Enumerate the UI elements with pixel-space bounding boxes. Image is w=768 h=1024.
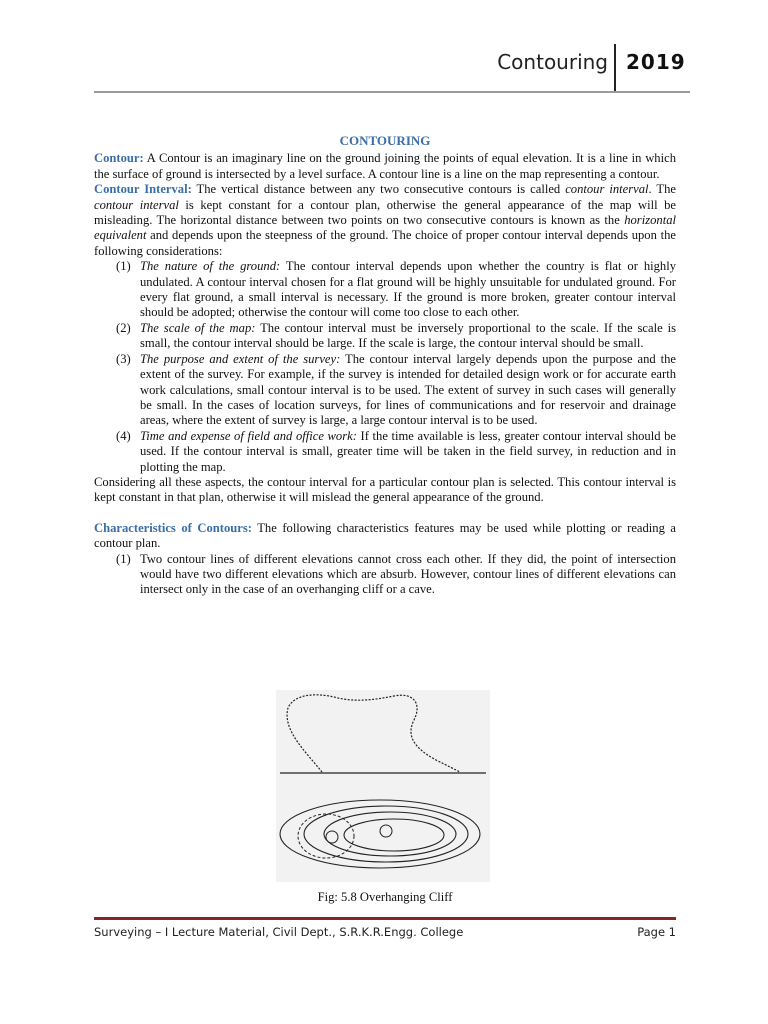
figure-caption: Fig: 5.8 Overhanging Cliff <box>317 890 453 904</box>
interval-text: The vertical distance between any two consecutive contours is called <box>191 182 566 197</box>
footer-text: Surveying – I Lecture Material, Civil Dept., S.R.K.R.Engg. College <box>94 925 464 939</box>
list-item <box>116 321 676 352</box>
list-item-text: The contour interval must be inversely proportional to the scale. If the scale is small, the contour interval should be large. If the scale is large, the contour interval should be small. <box>140 320 676 351</box>
interval-italic: contour interval <box>565 182 649 197</box>
list-item-text: Two contour lines of different elevations cannot cross each other. If they did, the point of intersection would have two different elevations which are absurb. However, contour lines of different elevations can intersect only in the case of an overhanging cliff or a cave. <box>140 551 676 597</box>
paragraph-gap <box>94 506 676 521</box>
list-number: (4) <box>116 428 131 443</box>
page-header <box>94 40 690 92</box>
list-number: (3) <box>116 351 131 366</box>
contour-text: A Contour is an imaginary line on the ground joining the points of equal elevation. It is a line in which the surface of ground is intersected by a level surface. A contour line is a line on the map representing a contour. <box>94 151 676 181</box>
interval-text: and depends upon the steepness of the ground. The choice of proper contour interval depends upon the following considerations: <box>94 228 676 258</box>
list-number: (1) <box>116 551 131 566</box>
interval-term: Contour Interval: <box>94 182 192 197</box>
list-item-text: The contour interval largely depends upon the purpose and the extent of the survey. For example, if the survey is intended for detailed design work or for accurate earth work calculations, small contour interval is to be used. The extent of survey in such cases will generally be small. In the cases of location surveys, for lines of communications and for reservoir and drainage areas, where the extent of survey is large, a large contour interval is to be used. <box>140 351 677 428</box>
characteristics-term: Characteristics of Contours: <box>94 520 252 535</box>
footer-rule <box>94 917 676 920</box>
conclusion-paragraph: Considering all these aspects, the contour interval for a particular contour plan is selected. This contour interval is kept constant in that plan, otherwise it will mislead the general appearance of the ground. <box>94 474 676 505</box>
document-body <box>94 133 676 598</box>
overhanging-cliff-figure <box>276 690 490 882</box>
list-item-text: If the time available is less, greater contour interval should be used. If the contour interval is small, greater time will be taken in the field survey, in reduction and in plotting the map. <box>140 428 677 474</box>
list-item <box>116 259 676 321</box>
interval-definition <box>94 182 676 259</box>
characteristics-text: The following characteristics features may be used while plotting or reading a contour plan. <box>94 520 676 551</box>
header-title: Contouring <box>497 50 608 74</box>
characteristics-list <box>94 552 676 598</box>
header-divider <box>614 44 616 92</box>
contour-definition <box>94 151 676 182</box>
cliff-diagram <box>276 690 490 882</box>
header-year: 2019 <box>626 50 686 74</box>
considerations-list <box>94 259 676 475</box>
interval-italic: horizontal equivalent <box>94 213 676 243</box>
header-rule <box>94 91 690 93</box>
list-item <box>116 352 676 429</box>
interval-text: is kept constant for a contour plan, otherwise the general appearance of the map will be misleading. The horizontal distance between two points on two consecutive contours is known as the <box>94 197 676 228</box>
interval-italic: contour interval <box>94 197 179 212</box>
list-item-title: The scale of the map: <box>140 320 256 335</box>
interval-text: . The <box>648 182 676 197</box>
list-number: (1) <box>116 259 131 274</box>
list-number: (2) <box>116 320 131 335</box>
list-item <box>116 429 676 475</box>
page-heading: CONTOURING <box>339 133 431 148</box>
list-item-title: The purpose and extent of the survey: <box>140 351 341 366</box>
characteristics-intro <box>94 521 676 552</box>
list-item-text: The contour interval depends upon whether the country is flat or highly undulated. A contour interval chosen for a flat ground will be highly unsuitable for undulated ground. For every flat ground, a small interval is necessary. If the ground is more broken, greater contour interval should be adopted; otherwise the contour will come too close to each other. <box>140 259 676 320</box>
list-item <box>116 552 676 598</box>
contour-term: Contour: <box>94 151 144 166</box>
page-number: Page 1 <box>637 925 676 939</box>
list-item-title: The nature of the ground: <box>140 259 281 274</box>
list-item-title: Time and expense of field and office work: <box>140 428 357 443</box>
